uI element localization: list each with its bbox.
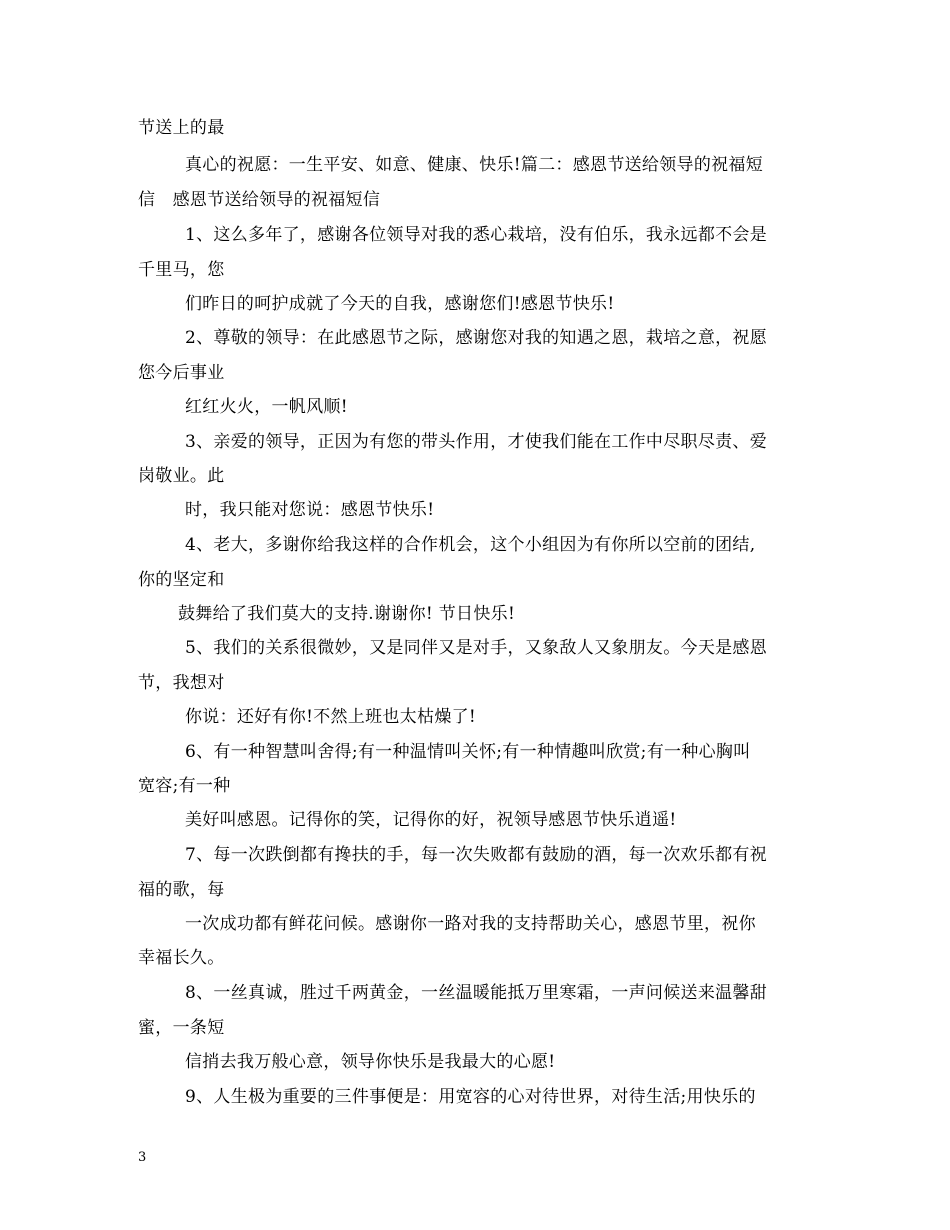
text-line: 岗敬业。此 xyxy=(138,466,225,486)
text-line: 美好叫感恩。记得你的笑，记得你的好，祝领导感恩节快乐逍遥! xyxy=(185,810,677,830)
text-line: 宽容;有一种 xyxy=(138,776,231,796)
page-number: 3 xyxy=(138,1150,147,1165)
text-line: 8、一丝真诚，胜过千两黄金，一丝温暖能抵万里寒霜，一声问候送来温馨甜 xyxy=(185,983,768,1003)
text-line: 节，我想对 xyxy=(138,673,225,693)
text-line: 你的坚定和 xyxy=(138,570,225,590)
text-line: 鼓舞给了我们莫大的支持.谢谢你! 节日快乐! xyxy=(178,604,516,624)
text-line: 时，我只能对您说：感恩节快乐! xyxy=(185,500,435,520)
text-line: 真心的祝愿：一生平安、如意、健康、快乐!篇二：感恩节送给领导的祝福短 xyxy=(185,155,764,175)
text-line: 红红火火，一帆风顺! xyxy=(185,397,348,417)
text-line: 千里马，您 xyxy=(138,260,225,280)
text-line: 5、我们的关系很微妙，又是同伴又是对手，又象敌人又象朋友。今天是感恩 xyxy=(185,638,768,658)
text-line: 一次成功都有鲜花问候。感谢你一路对我的支持帮助关心，感恩节里，祝你 xyxy=(185,914,756,934)
text-line: 您今后事业 xyxy=(138,363,225,383)
text-line: 4、老大，多谢你给我这样的合作机会，这个小组因为有你所以空前的团结, xyxy=(185,535,756,555)
text-line: 们昨日的呵护成就了今天的自我，感谢您们!感恩节快乐! xyxy=(185,294,615,314)
text-line: 节送上的最 xyxy=(138,118,225,138)
text-line: 9、人生极为重要的三件事便是：用宽容的心对待世界，对待生活;用快乐的 xyxy=(185,1087,756,1107)
text-line: 3、亲爱的领导，正因为有您的带头作用，才使我们能在工作中尽职尽责、爱 xyxy=(185,432,768,452)
text-line: 7、每一次跌倒都有搀扶的手，每一次失败都有鼓励的酒，每一次欢乐都有祝 xyxy=(185,845,768,865)
text-line: 你说：还好有你!不然上班也太枯燥了! xyxy=(185,707,477,727)
text-line: 蜜，一条短 xyxy=(138,1018,225,1038)
text-line: 信捎去我万般心意，领导你快乐是我最大的心愿! xyxy=(185,1052,556,1072)
text-line: 福的歌，每 xyxy=(138,880,225,900)
text-line: 信 感恩节送给领导的祝福短信 xyxy=(138,190,381,210)
text-line: 1、这么多年了，感谢各位领导对我的悉心栽培，没有伯乐，我永远都不会是 xyxy=(185,225,768,245)
text-line: 2、尊敬的领导：在此感恩节之际，感谢您对我的知遇之恩，栽培之意，祝愿 xyxy=(185,328,768,348)
text-line: 6、有一种智慧叫舍得;有一种温情叫关怀;有一种情趣叫欣赏;有一种心胸叫 xyxy=(185,742,751,762)
text-line: 幸福长久。 xyxy=(138,948,225,968)
